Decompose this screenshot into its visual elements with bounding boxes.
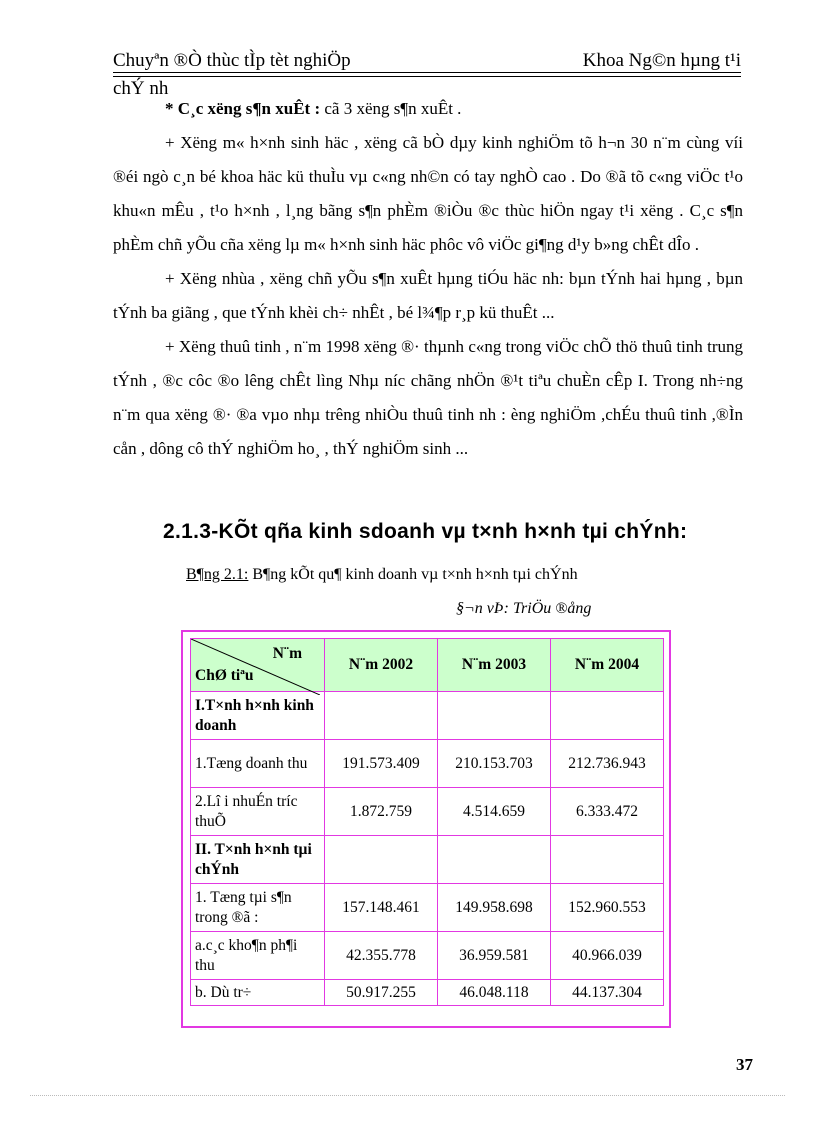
paragraph-biology-workshop: + Xëng m« h×nh sinh häc , xëng cã bÒ dµy kinh nghiÖm tõ h¬n 30 n¨m cùng víi ®éi ngò c¸n bé khoa häc kü thuÌu vµ c«ng nh©n có tay nghÒ cao . Do ®ã tõ c«ng viÖc t¹o khu«n mÊu , t¹o h×nh , l¸ng bãng s¶n phÈm ®iÒu ®c thùc hiÖn ngay t¹i xëng . C¸c s¶n phÈm chñ yÕu cña xëng lµ m« h×nh sinh häc phôc vô viÖc gi¶ng d¹y b»ng chÊt dÎo . <box>113 133 743 254</box>
row-label: I.T×nh h×nh kinh doanh <box>191 692 325 740</box>
section-heading: 2.1.3-KÕt qña kinh sdoanh vµ t×nh h×nh tµi chÝnh: <box>163 520 688 543</box>
page-header <box>113 50 741 99</box>
header-rule-double <box>113 76 741 77</box>
value-cell: 1.872.759 <box>325 788 438 836</box>
header-rule <box>113 72 741 73</box>
value-cell <box>438 836 551 884</box>
year-header: N¨m 2003 <box>438 639 551 692</box>
value-cell: 149.958.698 <box>438 884 551 932</box>
table-row <box>191 980 664 1006</box>
row-label: a.c¸c kho¶n ph¶i thu <box>191 932 325 980</box>
value-cell: 152.960.553 <box>551 884 664 932</box>
table-row <box>191 884 664 932</box>
table-header-row <box>191 639 664 692</box>
row-label: 2.Lî i nhuÉn tríc thuÕ <box>191 788 325 836</box>
value-cell: 40.966.039 <box>551 932 664 980</box>
table-corner-cell <box>191 639 325 692</box>
table-row <box>191 692 664 740</box>
value-cell: 4.514.659 <box>438 788 551 836</box>
value-cell <box>551 692 664 740</box>
table-row <box>191 788 664 836</box>
value-cell <box>438 692 551 740</box>
unit-note: §¬n vÞ: TriÖu ®ång <box>456 600 592 617</box>
corner-year-label: N¨m <box>272 645 302 662</box>
value-cell <box>325 836 438 884</box>
value-cell: 50.917.255 <box>325 980 438 1006</box>
value-cell: 210.153.703 <box>438 740 551 788</box>
body-text <box>113 92 743 466</box>
value-cell: 46.048.118 <box>438 980 551 1006</box>
table-caption-text: B¶ng kÕt qu¶ kinh doanh vµ t×nh h×nh tµi chÝnh <box>248 566 578 583</box>
row-label: 1.Tæng doanh thu <box>191 740 325 788</box>
workshops-heading: * C¸c xëng s¶n xuÊt : <box>165 99 321 118</box>
row-label: 1. Tæng tµi s¶n trong ®ã : <box>191 884 325 932</box>
paragraph-workshops <box>113 92 743 126</box>
year-header: N¨m 2002 <box>325 639 438 692</box>
table-row <box>191 932 664 980</box>
table-row <box>191 836 664 884</box>
row-label: II. T×nh h×nh tµi chÝnh <box>191 836 325 884</box>
table-caption <box>186 566 578 584</box>
value-cell <box>325 692 438 740</box>
financial-table <box>190 638 664 1006</box>
table-frame <box>181 630 671 1028</box>
value-cell: 6.333.472 <box>551 788 664 836</box>
corner-indicator-label: ChØ tiªu <box>195 667 254 684</box>
value-cell: 44.137.304 <box>551 980 664 1006</box>
page-number: 37 <box>736 1055 753 1074</box>
header-right-title: Khoa Ng©n hµng t¹i <box>582 50 741 71</box>
year-header: N¨m 2004 <box>551 639 664 692</box>
workshops-heading-rest: cã 3 xëng s¶n xuÊt . <box>320 99 462 118</box>
value-cell: 191.573.409 <box>325 740 438 788</box>
value-cell <box>551 836 664 884</box>
table-caption-label: B¶ng 2.1: <box>186 566 249 583</box>
row-label: b. Dù tr÷ <box>191 980 325 1006</box>
paragraph-glass-workshop: + Xëng thuû tinh , n¨m 1998 xëng ®· thµnh c«ng trong viÖc chÕ thö thuû tinh trung tÝnh , ®c côc ®o lêng chÊt lìng Nhµ níc chãng nhÖn ®¹t tiªu chuÈn cÊp I. Trong nh÷ng n¨m qua xëng ®· ®a vµo nhµ trêng nhiÒu thuû tinh nh : èng nghiÖm ,chÉu thuû tinh ,®Ìn cån , dông cô thÝ nghiÖm ho¸ , thÝ nghiÖm sinh ... <box>113 337 743 458</box>
table-row <box>191 740 664 788</box>
value-cell: 42.355.778 <box>325 932 438 980</box>
header-right-continued: chÝ nh <box>113 78 169 99</box>
value-cell: 212.736.943 <box>551 740 664 788</box>
paragraph-plastic-workshop: + Xëng nhùa , xëng chñ yÕu s¶n xuÊt hµng tiÓu häc nh: bµn tÝnh hai hµng , bµn tÝnh ba giãng , que tÝnh khèi ch÷ nhÊt , bé l¾¶p r¸p kü thuÊt ... <box>113 269 743 322</box>
header-left-title: Chuyªn ®Ò thùc tÌp tèt nghiÖp <box>113 50 351 71</box>
value-cell: 36.959.581 <box>438 932 551 980</box>
value-cell: 157.148.461 <box>325 884 438 932</box>
footer-rule <box>30 1095 785 1096</box>
